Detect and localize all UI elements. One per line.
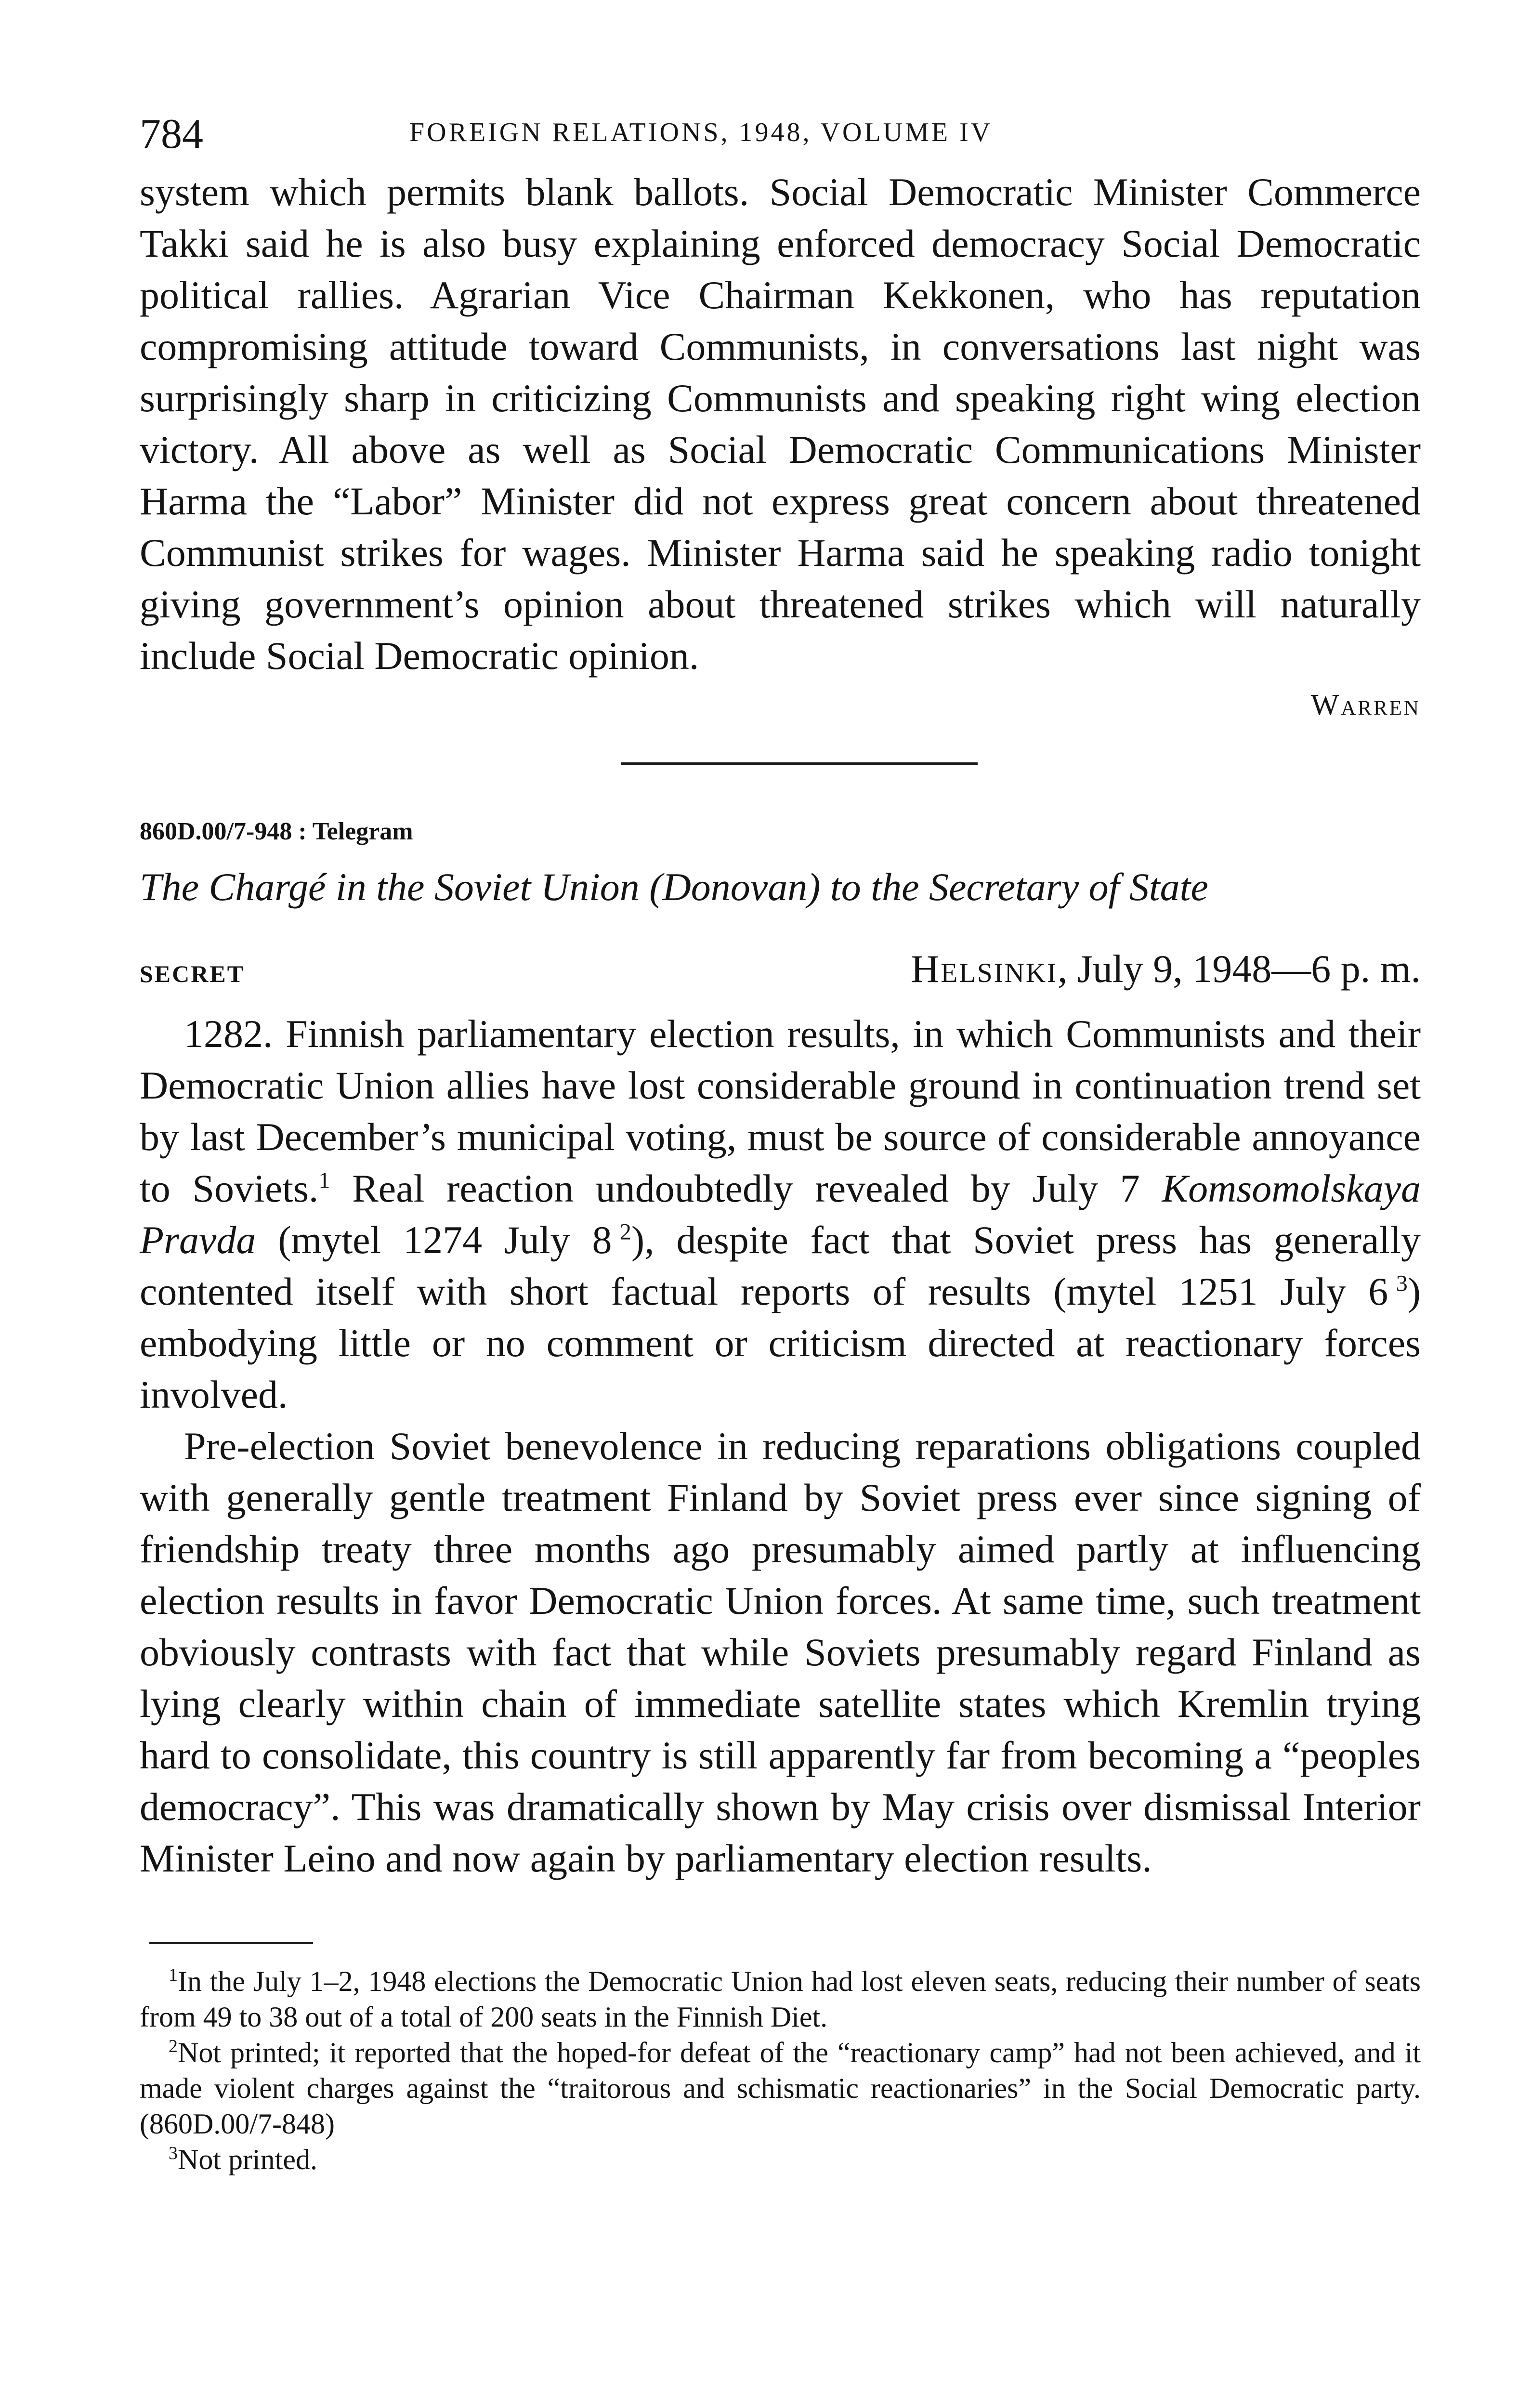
running-header — [140, 104, 1421, 166]
para1-part2: Real reaction undoubtedly revealed by July 7 — [330, 1166, 1162, 1211]
footnote-ref-3: 3 — [1396, 1270, 1408, 1296]
footnotes — [140, 1963, 1421, 2177]
document-page — [140, 104, 1421, 2408]
footnote-text: In the July 1–2, 1948 elections the Democratic Union had lost eleven seats, reducing their number of seats from 49 to 38 out of a total of 200 seats in the Finnish Diet. — [140, 1965, 1421, 2033]
footnote-text: Not printed. — [178, 2144, 317, 2176]
para1-part4: ), despite fact that Soviet press has generally contented itself with short factual reports of results (mytel 1251 July 6 — [140, 1218, 1421, 1314]
dateline — [911, 946, 1421, 992]
running-title: FOREIGN RELATIONS, 1948, VOLUME IV — [409, 118, 993, 147]
footnote-1 — [140, 1963, 1421, 2035]
footnote-marker: 1 — [169, 1965, 178, 1986]
footnote-3 — [140, 2142, 1421, 2177]
dateline-place: Helsinki — [911, 947, 1058, 991]
document-title: The Chargé in the Soviet Union (Donovan) to the Secretary of State — [140, 865, 1208, 909]
footnote-2 — [140, 2035, 1421, 2142]
continuation-paragraph: system which permits blank ballots. Social Democratic Minister Commerce Takki said he is also busy explaining enforced democracy Social Democratic political rallies. Agrarian Vice Chairman Kekkonen, who has reputation compromising attitude toward Communists, in conversations last night was surprisingly sharp in criticizing Communists and speaking right wing election victory. All above as well as Social Democratic Communications Minister Harma the “Labor” Minister did not express great concern about threatened Communist strikes for wages. Minister Harma said he speaking radio tonight giving government’s opinion about threatened strikes which will naturally include Social Democratic opinion. — [140, 170, 1421, 678]
section-divider — [621, 762, 978, 765]
footnote-text: Not printed; it reported that the hoped-for defeat of the “reactionary camp” had not been achieved, and it made violent charges against the “traitorous and schismatic reactionaries” in the Social Democratic party. (860D.00/7-848) — [140, 2037, 1421, 2140]
body-paragraph-2: Pre-election Soviet benevolence in reducing reparations obligations coupled with generally gentle treatment Finland by Soviet press ever since signing of friendship treaty three months ago presumably aimed partly at influencing election results in favor Democratic Union forces. At same time, such treatment obviously contrasts with fact that while Soviets presumably regard Finland as lying clearly within chain of immediate satellite states which Kremlin trying hard to consolidate, this country is still apparently far from becoming a “peoples democracy”. This was dramatically shown by May crisis over dismissal Interior Minister Leino and now again by parliamentary election results. — [140, 1424, 1421, 1881]
footnote-marker: 2 — [169, 2036, 178, 2057]
footnote-ref-2: 2 — [619, 1219, 631, 1245]
para1-part1: 1282. Finnish parliamentary election results, in which Communists and their Democratic Union allies have lost considerable ground in continuation trend set by last December’s municipal voting, must be source of considerable annoyance to Soviets. — [140, 1012, 1421, 1211]
classification: SECRET — [140, 960, 245, 988]
dateline-row — [140, 946, 1421, 992]
dateline-date: , July 9, 1948—6 p. m. — [1058, 947, 1421, 991]
para1-part5: ) embodying little or no comment or criticism directed at reactionary forces involved. — [140, 1269, 1421, 1417]
footnote-ref-1: 1 — [318, 1167, 330, 1193]
footnote-divider — [149, 1942, 313, 1944]
footnote-marker: 3 — [169, 2143, 178, 2164]
para1-part3: (mytel 1274 July 8 — [256, 1218, 612, 1262]
signature-name: Warren — [1310, 689, 1421, 721]
page-number: 784 — [140, 111, 203, 157]
newspaper-name: Komsomolskaya Pravda — [140, 1166, 1421, 1262]
body-paragraph-1 — [140, 1008, 1421, 1420]
file-reference: 860D.00/7-948 : Telegram — [140, 818, 413, 845]
signature — [140, 690, 1421, 720]
